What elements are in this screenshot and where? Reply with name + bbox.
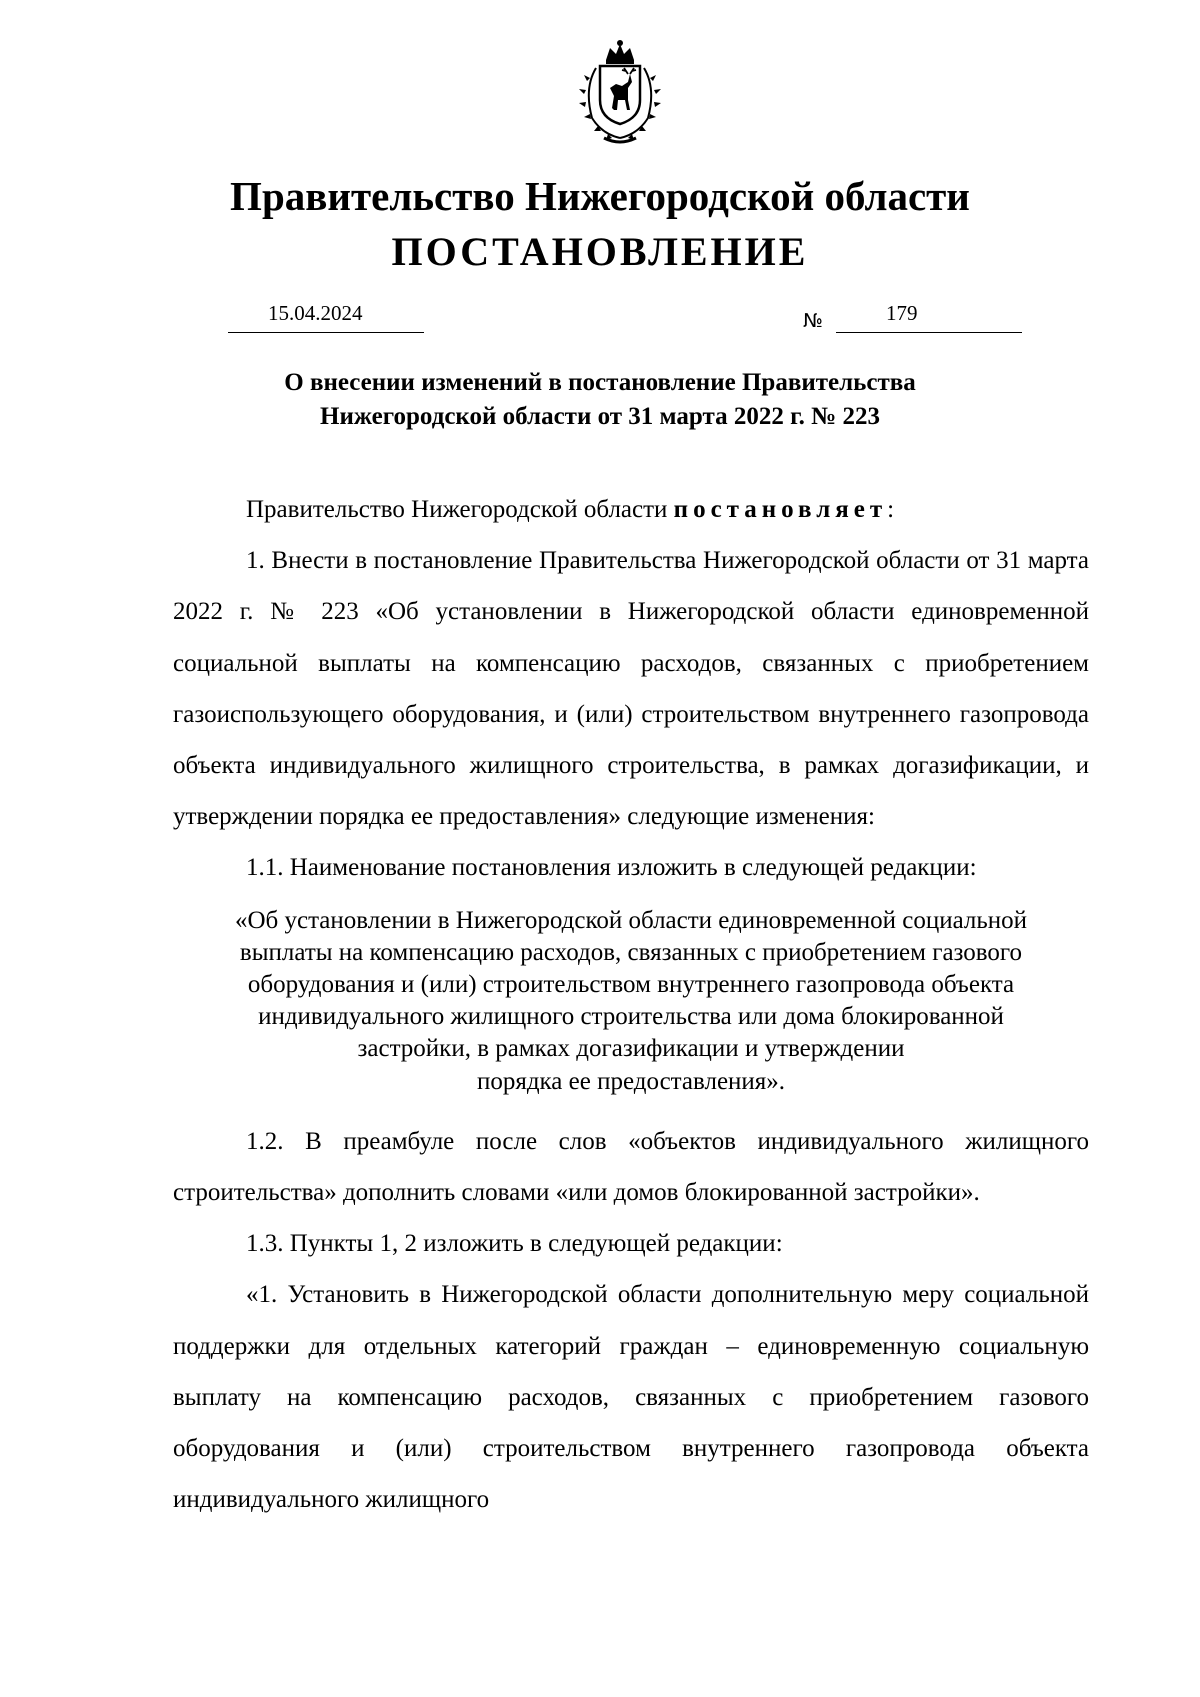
item-1-2-paragraph: 1.2. В преамбуле после слов «объектов индивидуального жилищного строительства» дополнить словами «или домов блокированной застройки».: [173, 1127, 1089, 1207]
document-subject: [0, 366, 1200, 434]
number-label: №: [803, 310, 823, 332]
subject-line-2: Нижегородской области от 31 марта 2022 г. № 223: [320, 403, 880, 430]
preamble-prefix: Правительство Нижегородской области: [246, 496, 674, 523]
government-title: Правительство Нижегородской области: [230, 173, 970, 219]
document-date: 15.04.2024: [268, 301, 363, 325]
document-body: [173, 484, 1089, 1525]
date-field: [228, 300, 424, 333]
subject-line-1: О внесении изменений в постановление Правительства: [284, 369, 916, 396]
preamble-suffix: :: [887, 496, 895, 523]
document-type: ПОСТАНОВЛЕНИЕ: [391, 229, 809, 274]
new-title-quote: «Об установлении в Нижегородской области единовременной социальной выплаты на компенсацию расходов, связанных с приобретением газового оборудования и (или) строительством внутреннего газопровода объекта индивидуального жилищного строительства или дома блокированной застройки, в рамках догазификации и утверждении порядка ее предоставления».: [234, 906, 1028, 1095]
deer-emblem-icon: [570, 38, 670, 146]
document-number: 179: [886, 301, 918, 325]
item-1-3-text-paragraph: «1. Установить в Нижегородской области дополнительную меру социальной поддержки для отдельных категорий граждан – единовременную социальную выплату на компенсацию расходов, связанных с приобретением газового оборудования и (или) строительством внутреннего газопровода объекта индивидуального жилищного: [173, 1281, 1089, 1514]
preamble-verb: постановляет: [673, 496, 888, 523]
item-1-paragraph: 1. Внести в постановление Правительства Нижегородской области от 31 марта 2022 г. № 223 «Об установлении в Нижегородской области единовременной социальной выплаты на компенсацию расходов, связанных с приобретением газоиспользующего оборудования, и (или) строительством внутреннего газопровода объекта индивидуального жилищного строительства, в рамках догазификации, и утверждении порядка ее предоставления» следующие изменения:: [173, 547, 1089, 831]
number-field: [836, 300, 1022, 333]
coat-of-arms-emblem: [570, 38, 670, 146]
preamble-paragraph: [173, 484, 1089, 535]
item-1-3-paragraph: 1.3. Пункты 1, 2 изложить в следующей редакции:: [246, 1230, 783, 1258]
item-1-1-paragraph: 1.1. Наименование постановления изложить в следующей редакции:: [246, 854, 977, 882]
